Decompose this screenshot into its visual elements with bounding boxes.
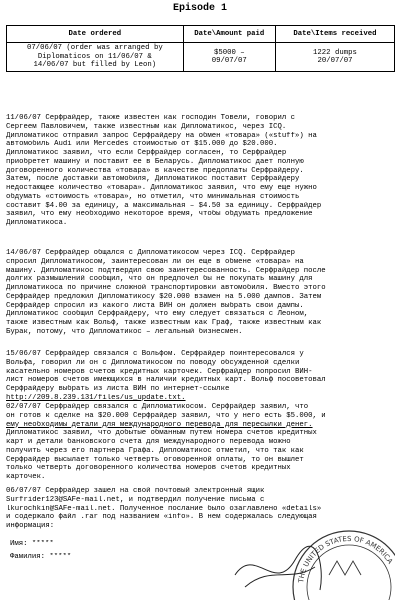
text-line: 02/07/07 Серфрайдер связался с Дипломатикосом. Серфрайдер заявил, что [6,403,309,411]
text-line: Дипломатикос заявил, что добытые обманным путем номера счетов кредитных [6,429,317,438]
text-line: долгих размышлений сообщил, что он предпочел бы не покупать машину для [6,275,313,284]
text-line: договоренного количества «товара» в качестве предоплаты Серфрайдеру. [6,166,304,175]
text-line: информация: [6,522,55,530]
text-line: Серфрайдер высылает только четверть оговоренной оплаты, то он вышлет [6,455,304,464]
cell-line: 07/06/07 (order was arranged by [26,44,163,53]
text-line: лист номеров счетов имеющихся в наличии кредитных карт. Вольф посоветовал [6,376,326,385]
cell-items-received [275,43,394,72]
text-line: 06/07/07 Серфрайдер зашел на свой почтовый электронный ящик [6,487,265,495]
cell-date-ordered [7,43,184,72]
text-line: машину. Дипломатикос подтвердил свою заинтересованность. Серфрайдер после [6,266,326,275]
cell-line: 1222 dumps [313,48,357,57]
paragraph-15-06-07 [6,350,395,403]
text-line: автомобиль Audi или Mercedes стоимостью от $15.000 до $20.000. [6,140,278,149]
cell-line: 20/07/07 [317,57,353,65]
text-line: обдумать «стоимость «товара», но отметил, что минимальная стоимость [6,192,300,201]
cell-amount-paid [183,43,275,72]
cell-line: Diplomaticos on 11/06/07 & [37,52,152,61]
text-line: получить через его партнера Графа. Дипломатикос отметил, что так как [6,446,304,455]
text-line: Дипломатикоса. [6,219,68,227]
text-line: касательно номеров счетов кредитных карточек. Серфрайдер попросил BИН- [6,367,313,376]
paragraph-14-06-07 [6,249,395,337]
text-line: карточек. [6,473,46,481]
text-line: ему необходимы детали для международного перевода для пересылки денег. [6,420,313,429]
table-row [7,43,395,72]
bin-list-link[interactable]: http://209.8.239.131/files/us_update.txt. [6,393,186,402]
field-label: Имя: [10,540,28,548]
column-header-items-received: Date\Items received [275,26,394,43]
text-line: Surfrider123@SAFe-mail.net, и подтвердил получение письма с [6,495,265,504]
text-line: заявил, что ему необходимо некоторое время, чтобы обдумать предложение [6,210,313,219]
text-line: Дипломатикос отправил запрос Серфрайдеру на обмен «товара» («stuff») на [6,131,317,140]
form-field-last-name [10,553,160,562]
cell-line: $5000 – [213,48,245,57]
official-seal-stamp-icon [225,505,395,600]
text-line: Серфрайдер спросил из какого листа BИН он должен выбрать свои дампы. [6,301,304,310]
text-line: Дипломатикос сообщил Серфрайдеру, что ему следует связаться с Леоном, [6,310,309,319]
text-line: недостающее количество «товара». Дипломатикос заявил, что ему еще нужно [6,184,317,192]
table-header-row [7,26,395,43]
text-line: 14/06/07 Серфрайдер общался с Дипломатикосом через ICQ. Серфрайдер [6,249,296,257]
text-line: Сергеем Павловичем, также известным как Дипломатикос, через ICQ. [6,122,287,131]
field-label: Фамилия: [10,552,46,561]
field-value: ***** [49,552,72,561]
text-line: Серфрайдер предложил Дипломатикосу $20.000 взамен на 5.000 дампов. Затем [6,292,322,301]
page-title: Episode 1 [172,3,227,14]
field-value: ***** [31,540,54,548]
text-line: приобретет машину и поставит ее в Беларусь. Дипломатикос дает полную [6,157,304,166]
text-line: 15/06/07 Серфрайдер связался с Вольфом. Серфрайдер поинтересовался у [6,350,304,358]
text-line: составит $4.00 за единицу, а максимальная – $4.50 за единицу. Серфрайдер [6,201,322,210]
paragraph-11-06-07 [6,114,395,228]
text-line: Серфрайдеру выбрать из листа BИН по интернет-ссылке [6,385,230,393]
column-header-date-ordered: Date ordered [7,26,184,43]
text-line: lkurochkin@SAFe-mail.net. Полученное послание было озаглавлено «details» [6,504,322,513]
text-line: Дипломатикос заявил, что если Серфрайдер согласен, то Серфрайдер [6,149,287,157]
paragraph-02-07-07 [6,403,395,482]
seal-text: THE UNITED STATES OF AMERICA [297,534,395,584]
cell-line: 09/07/07 [211,57,247,65]
text-line: карт и детали банковского счета для международного перевода можно [6,438,291,446]
column-header-amount-paid: Date\Amount paid [183,26,275,43]
text-line: спросил Дипломатикосом, заинтересован ли он еще в обмене «товара» на [6,257,304,266]
order-table [6,25,395,72]
text-line: 11/06/07 Серфрайдер, также известен как господин Товели, говорил с [6,114,296,122]
text-line: он готов к сделке на $20.000 Серфрайдер заявил, что у него есть $5.000, и [6,411,326,420]
form-fields [10,540,160,562]
text-line: Вольфа, говорил ли он с Дипломатикосом по поводу обсужденной сделки [6,358,300,367]
text-line: также известным как Вольф, также известным как Граф, также известным как [6,319,322,327]
text-line: Дипломатикоса по причине сложной транспортировки автомобиля. Вместо этого [6,284,326,292]
form-field-first-name [10,540,160,549]
text-line: только четверть договоренного количества номеров счетов кредитных [6,464,291,473]
text-line: Затем, после доставки автомобиля, Дипломатикос поставит Серфрайдеру [6,175,300,184]
cell-line: 14/06/07 but filled by Leon) [33,61,157,70]
text-line: Бурак, потому, что Дипломатикос – легальный бизнесмен. [6,327,243,336]
text-line: и содержало файл .rar под названием «info». В нем содержалась следующая [6,513,317,522]
